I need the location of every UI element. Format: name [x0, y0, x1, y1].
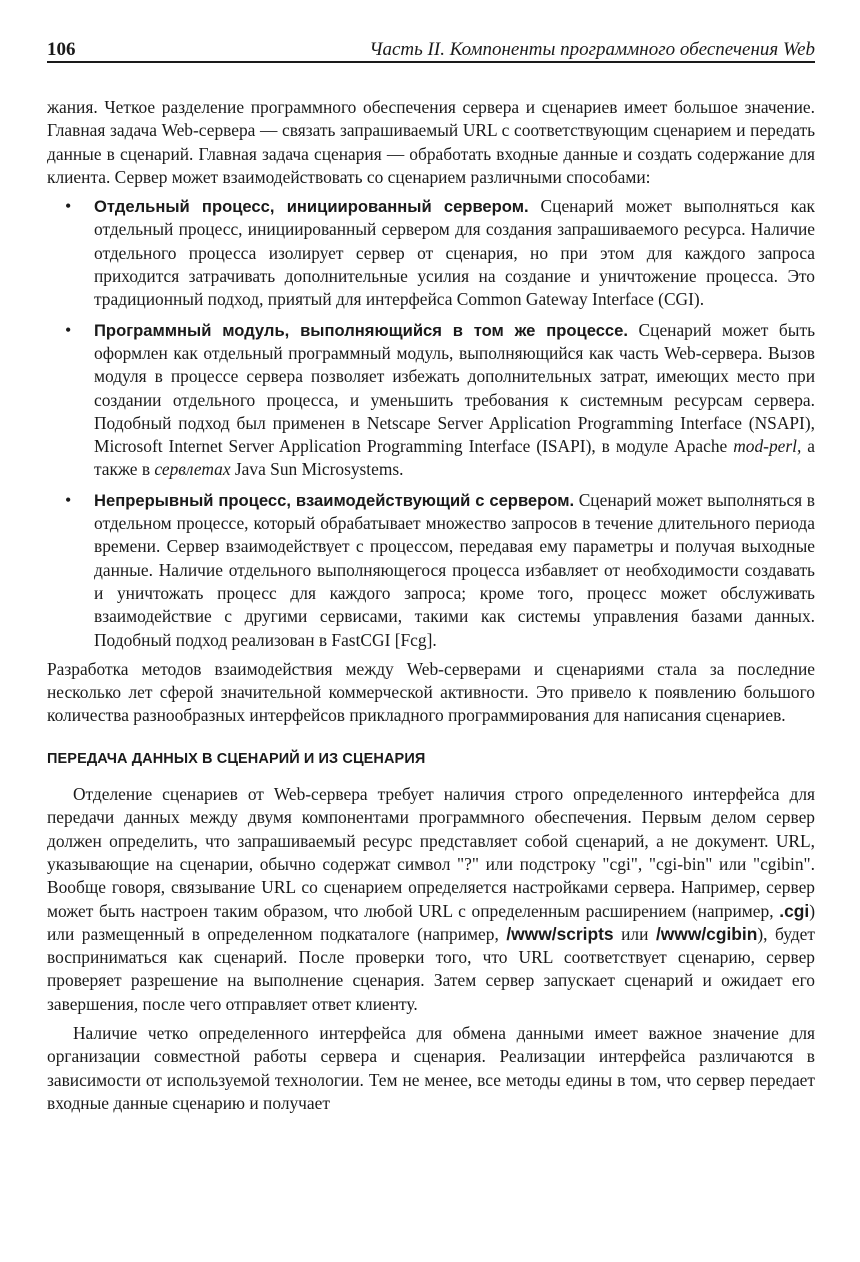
list-item-term: Программный модуль, выполняющийся в том же процессе. — [94, 320, 628, 340]
list-item-text: Сценарий может быть оформлен как отдельный программный модуль, выполняющийся как часть Web-сервера. Вызов модуля в процессе сервера позволяет избежать дополнительных затрат, имеющих место при создании отдельного процесса, и уменьшить требования к системным ресурсам сервера. Подобный подход был применен в Netscape Server Application Programming Interface (NSAPI), Microsoft Internet Server Application Programming Interface (ISAPI), в модуле Apache — [94, 319, 815, 457]
list-item-text: Java Sun Microsystems. — [230, 459, 404, 480]
intro-paragraph: жания. Четкое разделение программного обеспечения сервера и сценариев имеет большое значение. Главная задача Web-сервера — связать запрашиваемый URL с соответствующим сценарием и передать данные в сценарий. Главная задача сценария — обработать входные данные и создать содержание для клиента. Сервер может взаимодействовать со сценарием различными способами: — [47, 97, 815, 187]
paragraph-text: или — [613, 923, 656, 944]
paragraph-text: ), будет восприниматься как сценарий. После проверки того, что URL соответствует сценарию, сервер проверяет разрешение на выполнение сценария. Затем сервер запускает сценарий и ожидает его завершения, после чего отправляет ответ клиенту. — [47, 923, 815, 1014]
list-item-emphasis: mod-perl, — [733, 436, 802, 457]
list-item-term: Отдельный процесс, инициированный сервером. — [94, 197, 529, 217]
paragraph: Разработка методов взаимодействия между Web-серверами и сценариями стала за последние несколько лет сферой значительной коммерческой активности. Это привело к появлению большого количества разнообразных интерфейсов прикладного программирования для написания сценариев. — [47, 658, 815, 726]
paragraph-text: ) или размещенный в определенном подкаталоге (например, — [47, 900, 815, 944]
page-header — [47, 36, 815, 63]
list-item — [47, 195, 815, 311]
bullet-icon: • — [65, 489, 72, 510]
paragraph: Наличие четко определенного интерфейса для обмена данными имеет важное значение для организации совместной работы сервера и сценария. Реализации интерфейса различаются в зависимости от используемой технологии. Тем не менее, все методы едины в том, что сервер передает входные данные сценарию и получает — [47, 1022, 815, 1113]
page-body — [47, 96, 815, 1115]
book-page — [47, 36, 815, 1236]
code-term: .cgi — [779, 900, 810, 921]
running-title: Часть II. Компоненты программного обеспечения Web — [369, 39, 815, 60]
list-item-emphasis: сервлетах — [154, 459, 231, 480]
list-item — [47, 319, 815, 482]
bullet-icon: • — [65, 196, 72, 217]
code-term: /www/scripts — [506, 923, 614, 944]
list-item-text: а также в — [94, 436, 815, 480]
list-item — [47, 489, 815, 652]
page-number: 106 — [47, 39, 76, 60]
section-heading: ПЕРЕДАЧА ДАННЫХ В СЦЕНАРИЙ И ИЗ СЦЕНАРИЯ — [47, 750, 426, 767]
paragraph-text: Отделение сценариев от Web-сервера требует наличия строго определенного интерфейса для передачи данных между двумя компонентами программного обеспечения. Первым делом сервер должен определить, что запрашиваемый ресурс представляет собой сценарий, а не документ. URL, указывающие на сценарии, обычно содержат символ "?" или подстроку "cgi", "cgi-bin" или "cgibin". Вообще говоря, связывание URL со сценарием определяется настройками сервера. Например, сервер может быть настроен таким образом, что любой URL с определенным расширением (например, — [47, 784, 815, 921]
approaches-list — [47, 195, 815, 652]
list-item-text: Сценарий может выполняться как отдельный процесс, инициированный сервером для создания запрашиваемого ресурса. Наличие отдельного процесса изолирует сервер от сценария, но при этом для каждого запроса приходится затрачивать дополнительные усилия на создание и уничтожение процесса. Это традиционный подход, приятый для интерфейса Common Gateway Interface (CGI). — [94, 196, 815, 310]
code-term: /www/cgibin — [655, 923, 758, 944]
bullet-icon: • — [65, 319, 72, 340]
list-item-term: Непрерывный процесс, взаимодействующий с сервером. — [94, 490, 575, 510]
list-item-text: Сценарий может выполняться в отдельном процессе, который обрабатывает множество запросов в течение длительного периода времени. Сервер взаимодействует с процессом, передавая ему параметры и получая выходные данные. Наличие отдельного выполняющегося процесса избавляет от необходимости создавать и уничтожать процесс для каждого запроса; кроме того, процесс может обслуживать взаимодействие с другими сервисами, такими как системы управления базами данных. Подобный подход реализован в FastCGI [Fcg]. — [94, 489, 815, 650]
paragraph — [47, 783, 815, 1016]
